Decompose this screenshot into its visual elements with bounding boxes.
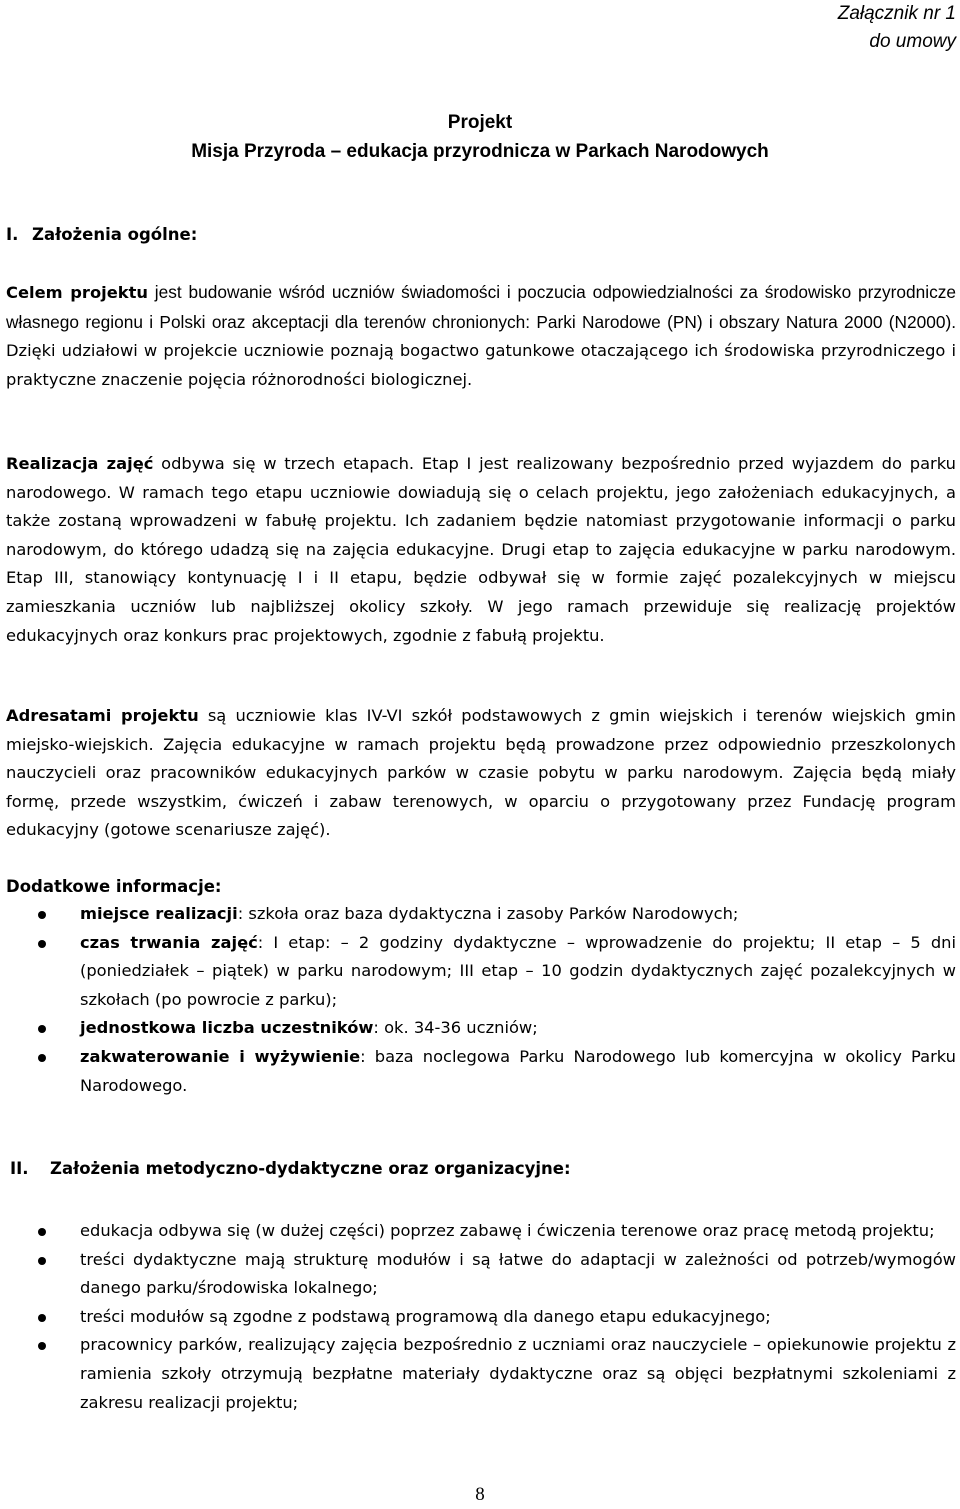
page-number: 8 (475, 1484, 485, 1505)
item-label: jednostkowa liczba uczestników (80, 1018, 374, 1038)
audience-text: są uczniowie klas IV-VI szkół podstawowych z gmin wiejskich i terenów wiejskich gmin miejsko-wiejskich. Zajęcia edukacyjne w ramach projektu będą prowadzone przez odpowiednio przeszkolonych nauczycieli oraz pracowników edukacyjnych parków w czasie pobytu w parku narodowym. Zajęcia będą miały formę, przede wszystkim, ćwiczeń i zabaw terenowych, w oparciu o przygotowany przez Fundację program edukacyjny (gotowe scenariusze zajęć). (6, 706, 956, 840)
item-text: : ok. 34-36 uczniów; (373, 1018, 538, 1038)
appendix-line-1: Załącznik nr 1 (837, 3, 956, 24)
list-item (0, 1303, 956, 1332)
additional-info-heading: Dodatkowe informacje: (6, 877, 222, 896)
bullet-icon (38, 1342, 46, 1350)
bullet-icon (38, 1054, 46, 1062)
appendix-note (838, 0, 956, 56)
item-text: : baza noclegowa Parku Narodowego lub komercyjna w okolicy Parku Narodowego. (80, 1046, 957, 1095)
title-line-2: Misja Przyroda – edukacja przyrodnicza w Parkach Narodowych (191, 141, 769, 162)
audience-label: Adresatami projektu (6, 706, 199, 725)
additional-info-list (0, 900, 956, 1100)
section-2-list (0, 1217, 956, 1417)
list-item (0, 1043, 956, 1100)
section-2-number: II. (10, 1159, 29, 1178)
goal-text-a: jest budowanie wśród uczniów świadomości i poczucia odpowiedzialności za środowisko przyrodnicze własnego regionu i Polski oraz akceptacji dla terenów chronionych: Parki Narodowe (PN) i obszary Natura 2000 (N2000). (6, 282, 956, 332)
bullet-icon (38, 1025, 46, 1033)
list-item (0, 1014, 956, 1043)
bullet-icon (38, 940, 46, 948)
item-label: zakwaterowanie i wyżywienie (80, 1046, 361, 1066)
item-label: miejsce realizacji (80, 904, 238, 923)
list-item (0, 1246, 956, 1303)
paragraph-audience (6, 702, 956, 845)
item-text: : szkoła oraz baza dydaktyczna i zasoby Parków Narodowych; (237, 904, 739, 923)
bullet-icon (38, 1228, 46, 1236)
bullet-icon (38, 1314, 46, 1322)
goal-text-b: Dzięki udziałowi w projekcie uczniowie poznają bogactwo gatunkowe otaczającego ich środowiska przyrodniczego i praktyczne znaczenie pojęcia różnorodności biologicznej. (6, 341, 956, 389)
document-title (0, 108, 960, 166)
section-1-heading (6, 222, 197, 248)
item-text: pracownicy parków, realizujący zajęcia bezpośrednio z uczniami oraz nauczyciele – opiekunowie projektu z ramienia szkoły otrzymują bezpłatne materiały dydaktyczne oraz są objęci bezpłatnymi szkoleniami z zakresu realizacji projektu; (80, 1335, 956, 1412)
item-label: czas trwania zajęć (80, 932, 258, 952)
implementation-label: Realizacja zajęć (6, 454, 154, 473)
appendix-line-2: do umowy (869, 31, 956, 52)
item-text: treści modułów są zgodne z podstawą programową dla danego etapu edukacyjnego; (80, 1306, 771, 1326)
list-item (0, 929, 956, 1015)
implementation-text: odbywa się w trzech etapach. Etap I jest realizowany bezpośrednio przed wyjazdem do parku narodowego. W ramach tego etapu uczniowie dowiadują się o celach projektu, jego założeniach edukacyjnych, a także zostaną wprowadzeni w fabułę projektu. Ich zadaniem będzie natomiast przygotowanie informacji o parku narodowym, do którego udadzą się na zajęcia edukacyjne. Drugi etap to zajęcia edukacyjne w parku narodowym. Etap III, stanowiący kontynuację I i II etapu, będzie odbywał się w formie zajęć pozalekcyjnych w miejscu zamieszkania uczniów lub najbliższej okolicy szkoły. W jego ramach przewiduje się realizację projektów edukacyjnych oraz konkurs prac projektowych, zgodnie z fabułą projektu. (6, 454, 956, 645)
section-2-title: Założenia metodyczno-dydaktyczne oraz organizacyjne: (50, 1159, 571, 1178)
goal-label: Celem projektu (6, 283, 148, 302)
list-item (0, 1217, 956, 1246)
paragraph-goal (6, 278, 956, 394)
item-text: : I etap: – 2 godziny dydaktyczne – wprowadzenie do projektu; II etap – 5 dni (poniedziałek – piątek) w parku narodowym; III etap – 10 godzin dydaktycznych zajęć pozalekcyjnych w szkołach (po powrocie z parku); (80, 932, 956, 1009)
item-text: edukacja odbywa się (w dużej części) poprzez zabawę i ćwiczenia terenowe oraz pracę metodą projektu; (80, 1221, 935, 1240)
section-1-number: I. (6, 225, 19, 244)
bullet-icon (38, 911, 46, 919)
title-line-1: Projekt (447, 112, 513, 133)
item-text: treści dydaktyczne mają strukturę modułów i są łatwe do adaptacji w zależności od potrzeb/wymogów danego parku/środowiska lokalnego; (80, 1249, 956, 1298)
paragraph-implementation (6, 450, 956, 650)
list-item (0, 1331, 956, 1417)
list-item (0, 900, 956, 929)
section-1-title: Założenia ogólne: (32, 225, 198, 244)
section-2-heading (6, 1156, 571, 1182)
bullet-icon (38, 1257, 46, 1265)
